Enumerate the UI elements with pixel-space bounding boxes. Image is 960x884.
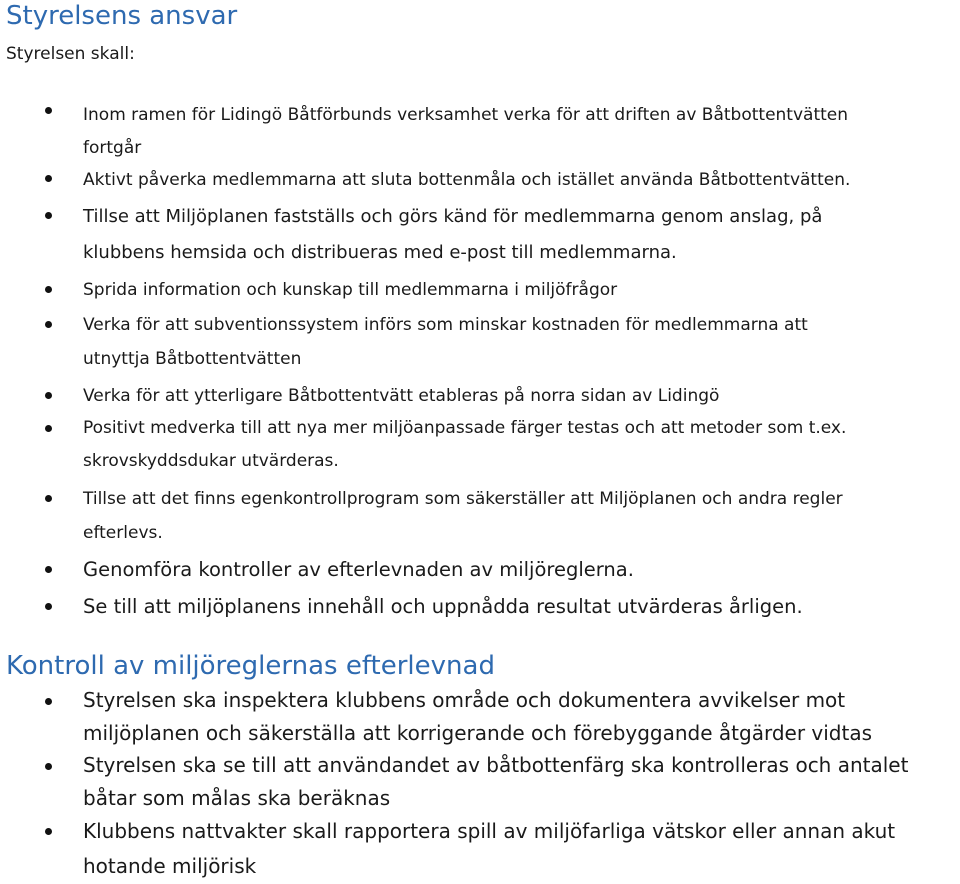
list-item-text: Verka för att ytterligare Båtbottentvätt etableras på norra sidan av Lidingö — [83, 386, 720, 406]
section-heading-styrelsens-ansvar: Styrelsens ansvar — [6, 1, 238, 31]
bullet-icon — [45, 321, 52, 328]
list-item-text: Tillse att det finns egenkontrollprogram som säkerställer att Miljöplanen och andra regler efterlevs. — [83, 489, 843, 543]
bullet-icon — [45, 566, 52, 573]
list-item-text: Klubbens nattvakter skall rapportera spill av miljöfarliga vätskor eller annan akut hotande miljörisk — [83, 819, 896, 878]
bullet-icon — [45, 603, 52, 610]
bullet-icon — [45, 392, 52, 399]
list-item-text: Se till att miljöplanens innehåll och uppnådda resultat utvärderas årligen. — [83, 595, 803, 618]
list-item-text: Inom ramen för Lidingö Båtförbunds verksamhet verka för att driften av Båtbottentvätten fortgår — [83, 105, 849, 158]
bullet-icon — [45, 495, 52, 502]
bullet-icon — [45, 286, 52, 293]
list-item-text: Styrelsen ska se till att användandet av båtbottenfärg ska kontrolleras och antalet båtar som målas ska beräknas — [83, 753, 909, 810]
list-item-text: Positivt medverka till att nya mer miljöanpassade färger testas och att metoder som t.ex. skrovskyddsdukar utvärderas. — [83, 418, 847, 471]
section-heading-kontroll: Kontroll av miljöreglernas efterlevnad — [6, 651, 495, 681]
list-item-text: Aktivt påverka medlemmarna att sluta bottenmåla och istället använda Båtbottentvätten. — [83, 170, 851, 190]
intro-text: Styrelsen skall: — [6, 44, 135, 64]
bullet-icon — [45, 763, 52, 770]
list-item-text: Sprida information och kunskap till medlemmarna i miljöfrågor — [83, 280, 618, 300]
bullet-icon — [45, 175, 52, 182]
bullet-icon — [45, 698, 52, 705]
bullet-icon — [45, 212, 52, 219]
bullet-icon — [45, 425, 52, 432]
bullet-icon — [45, 828, 52, 835]
list-item-text: Tillse att Miljöplanen fastställs och görs känd för medlemmarna genom anslag, på klubbens hemsida och distribueras med e-post till medlemmarna. — [83, 206, 823, 263]
list-item-text: Styrelsen ska inspektera klubbens område och dokumentera avvikelser mot miljöplanen och säkerställa att korrigerande och förebyggande åtgärder vidtas — [83, 688, 873, 745]
list-item-text: Genomföra kontroller av efterlevnaden av miljöreglerna. — [83, 558, 634, 581]
list-item-text: Verka för att subventionssystem införs som minskar kostnaden för medlemmarna att utnyttja Båtbottentvätten — [83, 315, 808, 369]
bullet-icon — [45, 107, 52, 114]
